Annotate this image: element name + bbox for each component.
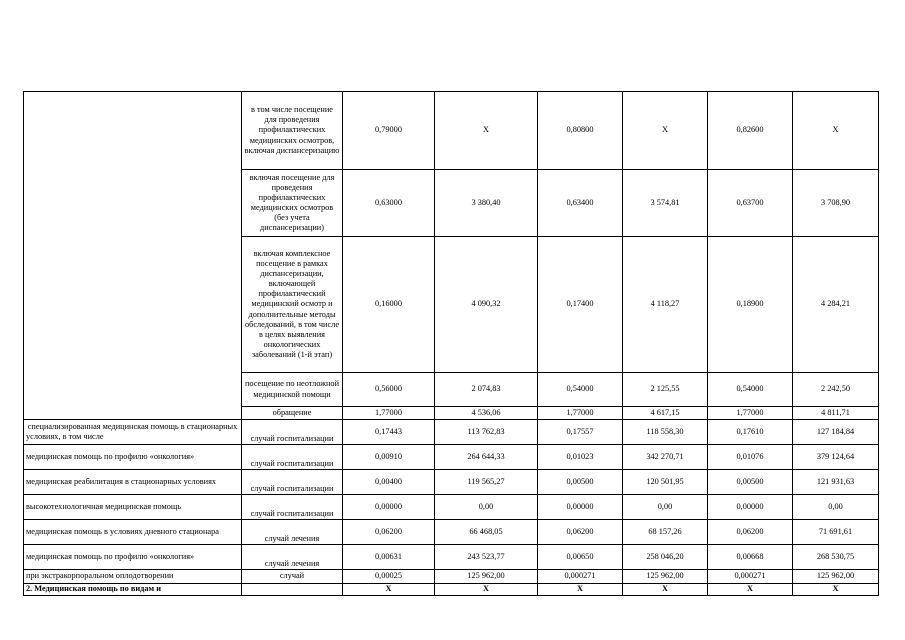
norm-cell: 0,00000: [538, 495, 623, 520]
table-row: [24, 470, 879, 495]
care-type-cell: высокотехнологичная медицинская помощь: [24, 495, 242, 520]
table-row: [24, 570, 879, 584]
norm-cell: 0,000271: [538, 570, 623, 584]
cost-cell: 4 090,32: [435, 237, 538, 373]
table-row: [24, 520, 879, 545]
cost-cell: 3 708,90: [793, 170, 879, 237]
norm-cell: 0,54000: [708, 373, 793, 407]
norm-cell: 0,00910: [343, 445, 435, 470]
norm-cell: 0,82600: [708, 92, 793, 170]
unit-cell: включая посещение для проведения профилактических медицинских осмотров (без учета диспансеризации): [242, 170, 343, 237]
cost-cell: 118 558,30: [623, 420, 708, 445]
cost-cell: 2 242,50: [793, 373, 879, 407]
cost-cell: 66 468,05: [435, 520, 538, 545]
cost-cell: 258 046,20: [623, 545, 708, 570]
norm-cell: 0,06200: [708, 520, 793, 545]
standards-table: [23, 91, 879, 596]
norm-cell: 0,16000: [343, 237, 435, 373]
unit-cell: случай госпитализации: [242, 420, 343, 445]
cost-cell: 379 124,64: [793, 445, 879, 470]
norm-cell: 0,01076: [708, 445, 793, 470]
cost-cell: 113 762,83: [435, 420, 538, 445]
cost-cell: 4 118,27: [623, 237, 708, 373]
norm-cell: 0,00500: [538, 470, 623, 495]
unit-cell: случай лечения: [242, 545, 343, 570]
cost-cell: 264 644,33: [435, 445, 538, 470]
table-row: [24, 584, 879, 596]
unit-cell: случай госпитализации: [242, 495, 343, 520]
cost-cell: 127 184,84: [793, 420, 879, 445]
norm-cell: Х: [343, 584, 435, 596]
unit-cell: посещение по неотложной медицинской помощи: [242, 373, 343, 407]
norm-cell: 0,18900: [708, 237, 793, 373]
cost-cell: 71 691,61: [793, 520, 879, 545]
norm-cell: Х: [708, 584, 793, 596]
unit-cell: [242, 584, 343, 596]
care-type-cell: [24, 92, 242, 420]
cost-cell: 2 074,83: [435, 373, 538, 407]
norm-cell: 0,63000: [343, 170, 435, 237]
unit-cell: случай госпитализации: [242, 445, 343, 470]
cost-cell: 120 501,95: [623, 470, 708, 495]
norm-cell: 0,00000: [708, 495, 793, 520]
table-row: [24, 420, 879, 445]
cost-cell: 342 270,71: [623, 445, 708, 470]
cost-cell: Х: [793, 584, 879, 596]
norm-cell: 0,54000: [538, 373, 623, 407]
cost-cell: 68 157,26: [623, 520, 708, 545]
cost-cell: 0,00: [623, 495, 708, 520]
norm-cell: 0,00650: [538, 545, 623, 570]
norm-cell: 0,17443: [343, 420, 435, 445]
care-type-cell: при экстракорпоральном оплодотворении: [24, 570, 242, 584]
norm-cell: 0,17610: [708, 420, 793, 445]
norm-cell: 0,01023: [538, 445, 623, 470]
cost-cell: 3 380,40: [435, 170, 538, 237]
norm-cell: 0,63700: [708, 170, 793, 237]
cost-cell: 3 574,81: [623, 170, 708, 237]
table-row: [24, 445, 879, 470]
norm-cell: Х: [538, 584, 623, 596]
norm-cell: 0,56000: [343, 373, 435, 407]
table-row: [24, 545, 879, 570]
norm-cell: 0,00631: [343, 545, 435, 570]
care-type-cell: медицинская помощь по профилю «онкология»: [24, 545, 242, 570]
cost-cell: 0,00: [435, 495, 538, 520]
cost-cell: 125 962,00: [435, 570, 538, 584]
norm-cell: 0,00025: [343, 570, 435, 584]
cost-cell: 243 523,77: [435, 545, 538, 570]
unit-cell: в том числе посещение для проведения профилактических медицинских осмотров, включая диспансеризацию: [242, 92, 343, 170]
norm-cell: 1,77000: [343, 407, 435, 420]
cost-cell: 4 284,21: [793, 237, 879, 373]
care-type-cell: специализированная медицинская помощь в стационарных условиях, в том числе: [24, 420, 242, 445]
norm-cell: 1,77000: [708, 407, 793, 420]
norm-cell: 0,06200: [538, 520, 623, 545]
cost-cell: Х: [435, 92, 538, 170]
unit-cell: включая комплексное посещение в рамках диспансеризации, включающей профилактический медицинский осмотр и дополнительные методы обследований, в том числе в целях выявления онкологических заболеваний (1-й этап): [242, 237, 343, 373]
cost-cell: Х: [793, 92, 879, 170]
cost-cell: 0,00: [793, 495, 879, 520]
cost-cell: 125 962,00: [623, 570, 708, 584]
table-row: [24, 92, 879, 170]
unit-cell: случай лечения: [242, 520, 343, 545]
section-heading-cell: 2. Медицинская помощь по видам и: [24, 584, 242, 596]
care-type-cell: медицинская реабилитация в стационарных условиях: [24, 470, 242, 495]
norm-cell: 0,00000: [343, 495, 435, 520]
cost-cell: 121 931,63: [793, 470, 879, 495]
unit-cell: случай: [242, 570, 343, 584]
cost-cell: 2 125,55: [623, 373, 708, 407]
care-type-cell: медицинская помощь по профилю «онкология»: [24, 445, 242, 470]
unit-cell: обращение: [242, 407, 343, 420]
care-type-cell: медицинская помощь в условиях дневного стационара: [24, 520, 242, 545]
norm-cell: 0,63400: [538, 170, 623, 237]
norm-cell: 0,00668: [708, 545, 793, 570]
norm-cell: 0,00500: [708, 470, 793, 495]
cost-cell: 4 536,06: [435, 407, 538, 420]
unit-cell: случай госпитализации: [242, 470, 343, 495]
norm-cell: 0,06200: [343, 520, 435, 545]
cost-cell: 125 962,00: [793, 570, 879, 584]
table-row: [24, 495, 879, 520]
cost-cell: 119 565,27: [435, 470, 538, 495]
cost-cell: 4 811,71: [793, 407, 879, 420]
norm-cell: 0,79000: [343, 92, 435, 170]
cost-cell: 4 617,15: [623, 407, 708, 420]
cost-cell: 268 530,75: [793, 545, 879, 570]
norm-cell: 1,77000: [538, 407, 623, 420]
cost-cell: Х: [623, 584, 708, 596]
norm-cell: 0,17557: [538, 420, 623, 445]
cost-cell: Х: [623, 92, 708, 170]
norm-cell: 0,00400: [343, 470, 435, 495]
norm-cell: 0,17400: [538, 237, 623, 373]
norm-cell: 0,80800: [538, 92, 623, 170]
norm-cell: 0,000271: [708, 570, 793, 584]
cost-cell: Х: [435, 584, 538, 596]
